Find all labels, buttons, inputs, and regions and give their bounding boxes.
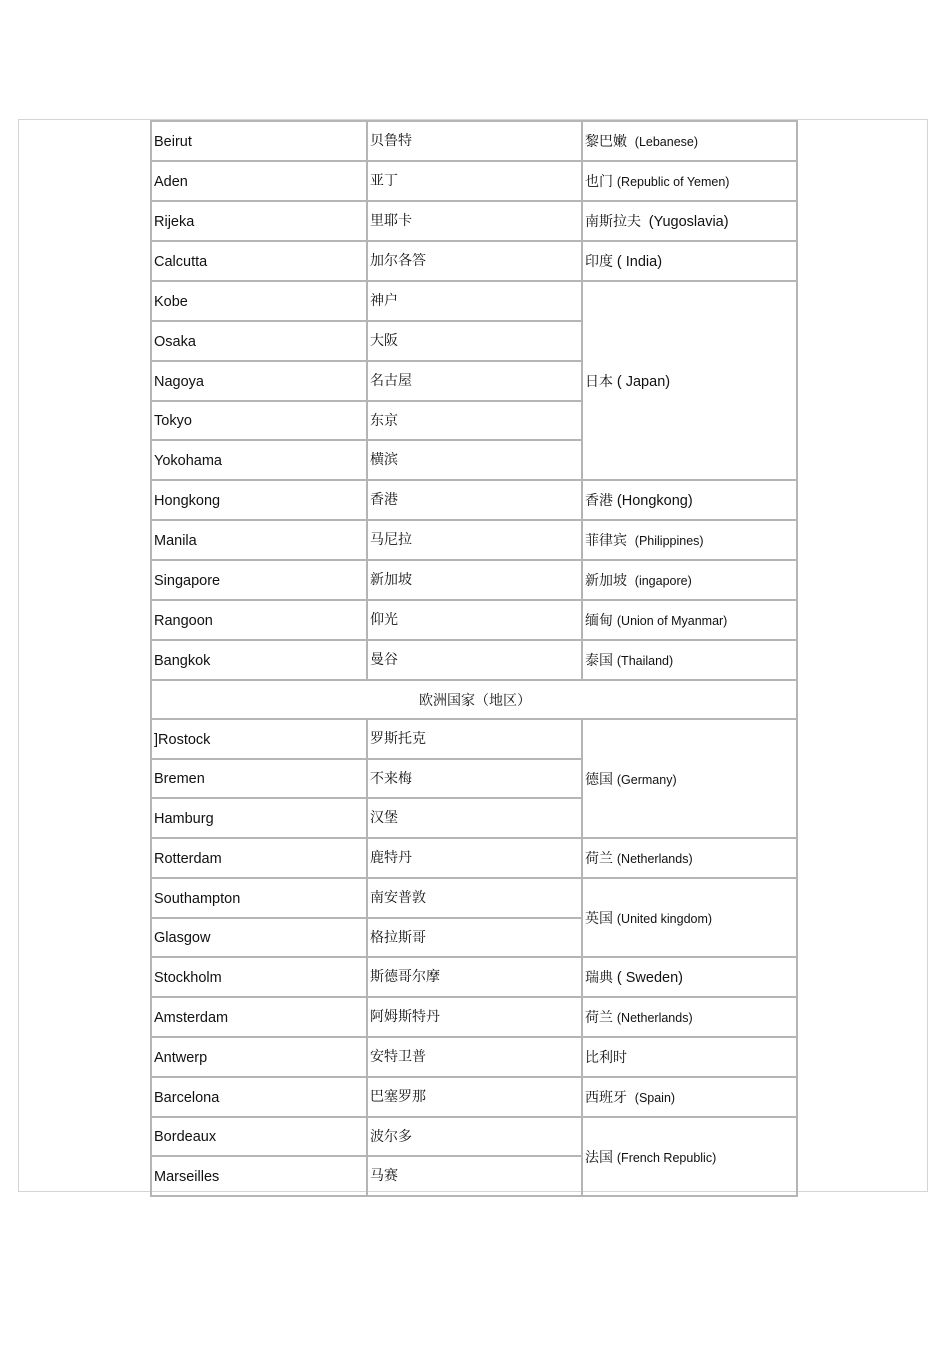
table-row <box>151 560 797 600</box>
port-name: Hongkong <box>151 480 367 520</box>
table-row <box>151 121 797 161</box>
port-name: Bordeaux <box>151 1117 367 1156</box>
port-name: Osaka <box>151 321 367 361</box>
country-cn: 菲律宾 <box>585 532 627 548</box>
port-name: Nagoya <box>151 361 367 401</box>
port-name: Singapore <box>151 560 367 600</box>
country-cn: 印度 <box>585 253 613 269</box>
port-table <box>150 120 798 1197</box>
table-row <box>151 161 797 201</box>
section-heading: 欧洲国家（地区） <box>151 680 797 719</box>
country-cell <box>582 1077 797 1117</box>
port-name-cn: 罗斯托克 <box>367 719 582 759</box>
country-cn: 也门 <box>585 173 613 189</box>
table-row <box>151 520 797 560</box>
country-en: (Union of Myanmar) <box>616 614 728 628</box>
country-cn: 泰国 <box>585 652 613 668</box>
port-name-cn: 加尔各答 <box>367 241 582 281</box>
port-name-cn: 巴塞罗那 <box>367 1077 582 1117</box>
country-cn: 南斯拉夫 <box>585 213 641 229</box>
port-name: Glasgow <box>151 918 367 957</box>
port-name: Bremen <box>151 759 367 798</box>
country-cn: 比利时 <box>585 1049 627 1065</box>
country-cell <box>582 201 797 241</box>
port-name: Barcelona <box>151 1077 367 1117</box>
country-cell <box>582 997 797 1037</box>
port-name-cn: 里耶卡 <box>367 201 582 241</box>
port-name-cn: 香港 <box>367 480 582 520</box>
table-row <box>151 1077 797 1117</box>
country-cell <box>582 281 797 480</box>
country-en: (Thailand) <box>616 654 674 668</box>
port-name: Rangoon <box>151 600 367 640</box>
port-name: Aden <box>151 161 367 201</box>
port-name-cn: 汉堡 <box>367 798 582 838</box>
port-name-cn: 阿姆斯特丹 <box>367 997 582 1037</box>
country-cell <box>582 121 797 161</box>
port-name: Rotterdam <box>151 838 367 878</box>
country-en: (Hongkong) <box>616 493 693 509</box>
port-name-cn: 南安普敦 <box>367 878 582 918</box>
country-cn: 香港 <box>585 492 613 508</box>
port-name: Beirut <box>151 121 367 161</box>
port-name: Rijeka <box>151 201 367 241</box>
port-name-cn: 神户 <box>367 281 582 321</box>
country-cell <box>582 560 797 600</box>
table-row <box>151 1117 797 1156</box>
port-name-cn: 新加坡 <box>367 560 582 600</box>
table-row <box>151 241 797 281</box>
port-name-cn: 大阪 <box>367 321 582 361</box>
country-en: (Lebanese) <box>634 135 699 149</box>
port-name-cn: 曼谷 <box>367 640 582 680</box>
country-cell <box>582 957 797 997</box>
port-name-cn: 横滨 <box>367 440 582 480</box>
port-name-cn: 不来梅 <box>367 759 582 798</box>
port-name: Southampton <box>151 878 367 918</box>
country-cn: 缅甸 <box>585 612 613 628</box>
country-cell <box>582 600 797 640</box>
country-en: ( Japan) <box>616 373 671 390</box>
country-cell <box>582 1037 797 1077</box>
port-name-cn: 鹿特丹 <box>367 838 582 878</box>
country-en: (Germany) <box>616 772 677 787</box>
country-cell <box>582 241 797 281</box>
port-name-cn: 仰光 <box>367 600 582 640</box>
country-cn: 英国 <box>585 909 613 926</box>
table-row <box>151 997 797 1037</box>
port-name-cn: 斯德哥尔摩 <box>367 957 582 997</box>
port-name-cn: 名古屋 <box>367 361 582 401</box>
table-row <box>151 600 797 640</box>
port-name: Calcutta <box>151 241 367 281</box>
port-name-cn: 安特卫普 <box>367 1037 582 1077</box>
port-name-cn: 波尔多 <box>367 1117 582 1156</box>
table-row <box>151 201 797 241</box>
table-row <box>151 480 797 520</box>
table-row <box>151 1037 797 1077</box>
country-cn: 法国 <box>585 1148 613 1165</box>
country-cn: 黎巴嫩 <box>585 133 627 149</box>
country-en: ( India) <box>616 254 663 270</box>
port-name: Stockholm <box>151 957 367 997</box>
country-en: (Yugoslavia) <box>648 214 729 230</box>
country-cn: 荷兰 <box>585 1009 613 1025</box>
country-cell <box>582 480 797 520</box>
port-name: Amsterdam <box>151 997 367 1037</box>
country-cell <box>582 1117 797 1196</box>
country-cn: 新加坡 <box>585 572 627 588</box>
country-cell <box>582 838 797 878</box>
table-row <box>151 640 797 680</box>
country-cn: 瑞典 <box>585 969 613 985</box>
port-name-cn: 马赛 <box>367 1156 582 1196</box>
country-en: (Netherlands) <box>616 852 693 866</box>
port-name: Hamburg <box>151 798 367 838</box>
table-row <box>151 680 797 719</box>
country-en: (Republic of Yemen) <box>616 175 730 189</box>
country-en: (French Republic) <box>616 1150 717 1165</box>
table-row <box>151 878 797 918</box>
port-name: Antwerp <box>151 1037 367 1077</box>
country-cell <box>582 161 797 201</box>
port-name: ]Rostock <box>151 719 367 759</box>
country-cell <box>582 520 797 560</box>
table-row <box>151 957 797 997</box>
country-en: (Philippines) <box>634 534 704 548</box>
country-cn: 荷兰 <box>585 850 613 866</box>
country-cell <box>582 719 797 838</box>
country-en: (Spain) <box>634 1091 676 1105</box>
country-cell <box>582 640 797 680</box>
table-row <box>151 281 797 321</box>
port-name-cn: 格拉斯哥 <box>367 918 582 957</box>
port-name-cn: 亚丁 <box>367 161 582 201</box>
port-name: Yokohama <box>151 440 367 480</box>
table-row <box>151 838 797 878</box>
country-cn: 日本 <box>585 372 613 389</box>
port-name: Manila <box>151 520 367 560</box>
port-name: Kobe <box>151 281 367 321</box>
table-row <box>151 719 797 759</box>
port-name: Marseilles <box>151 1156 367 1196</box>
country-en: ( Sweden) <box>616 970 683 986</box>
port-name-cn: 东京 <box>367 401 582 440</box>
port-name-cn: 马尼拉 <box>367 520 582 560</box>
port-name-cn: 贝鲁特 <box>367 121 582 161</box>
country-en: (United kingdom) <box>616 911 713 926</box>
port-name: Bangkok <box>151 640 367 680</box>
country-cn: 西班牙 <box>585 1089 627 1105</box>
country-en: (ingapore) <box>634 574 692 588</box>
country-cn: 德国 <box>585 770 613 787</box>
port-name: Tokyo <box>151 401 367 440</box>
country-cell <box>582 878 797 957</box>
country-en: (Netherlands) <box>616 1011 693 1025</box>
